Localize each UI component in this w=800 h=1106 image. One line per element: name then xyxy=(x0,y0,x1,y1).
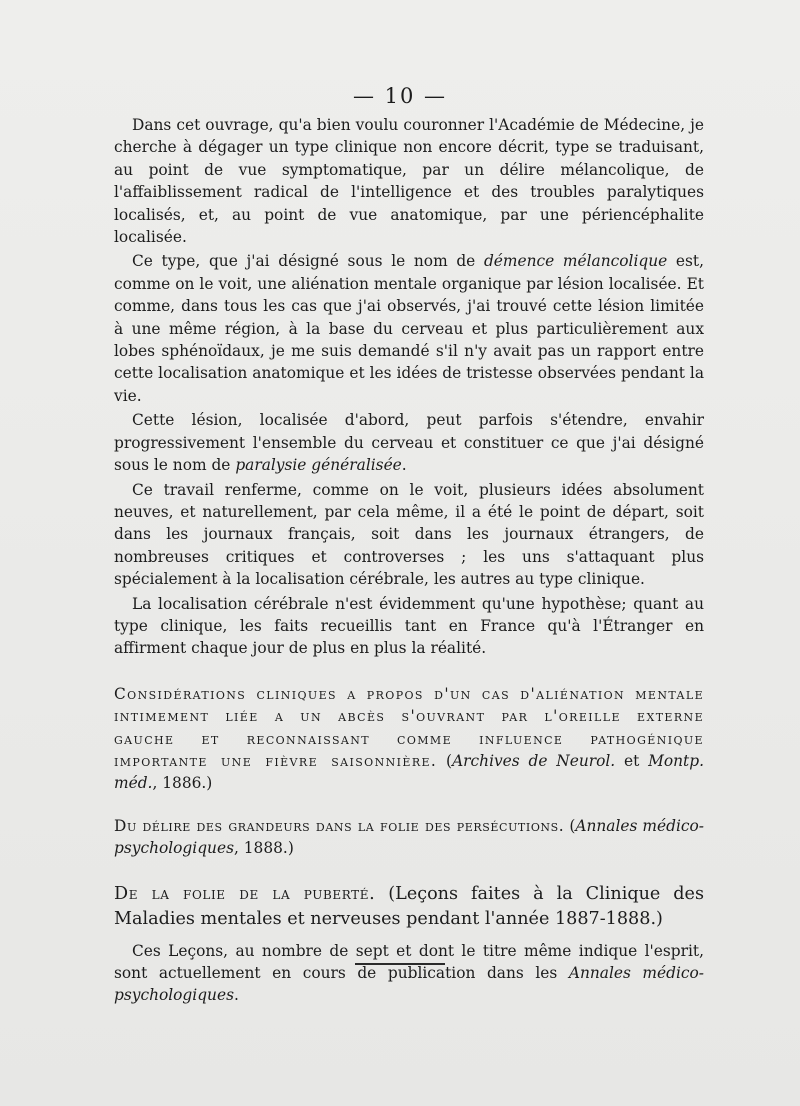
publication-1-close: , 1886.) xyxy=(152,774,213,793)
publication-3-title: De la folie de la puberté. xyxy=(114,883,376,904)
publication-1-title: Considérations cliniques a propos d'un cas d'aliénation mentale intimement liée a un abcès s'ouvrant par l'oreille externe gauche et reconnaissant comme influence pathogénique importante une fièvre saisonnière. xyxy=(114,684,704,770)
closing-rule xyxy=(355,963,445,965)
paragraph-3 xyxy=(114,409,704,476)
paragraph-4: Ce travail renferme, comme on le voit, plusieurs idées absolument neuves, et naturellement, par cela même, il a été le point de départ, soit dans les journaux français, soit dans les journaux étrangers, de nombreuses critiques et controverses ; les uns s'attaquant plus spécialement à la localisation cérébrale, les autres au type clinique. xyxy=(114,480,704,589)
paragraph-2-text-b: est, comme on le voit, une aliénation mentale organique par lésion localisée. Et comme, dans tous les cas que j'ai observés, j'ai trouvé cette lésion limitée à une même région, à la base du cerveau et plus particulièrement aux lobes sphénoïdaux, je me suis demandé s'il n'y avait pas un rapport entre cette localisation anatomique et les idées de tristesse observées pendant la vie. xyxy=(114,252,704,405)
paragraph-5: La localisation cérébrale n'est évidemment qu'une hypothèse; quant au type clinique, les faits recueillis tant en France qu'à l'Étranger en affirment chaque jour de plus en plus la réalité. xyxy=(114,594,704,658)
publication-1-journal-a: Archives de Neurol. xyxy=(452,751,616,770)
paragraph-3-text-b: . xyxy=(401,456,407,475)
publication-3-note-text-a: Ces Leçons, au nombre de sept et dont le titre même indique l'esprit, sont actuellement en cours de publication dans les xyxy=(114,941,704,982)
publication-1 xyxy=(114,683,704,795)
term-demence-melancolique: démence mélancolique xyxy=(483,252,668,271)
publication-3-note-journal: Annales médico-psychologiques xyxy=(114,964,704,1005)
publication-3-note-text-b: . xyxy=(233,986,239,1005)
publication-1-journal-b: Montp. méd. xyxy=(114,751,704,793)
publication-3 xyxy=(114,882,704,932)
publication-2-title: Du délire des grandeurs dans la folie des persécutions. xyxy=(114,816,565,835)
publication-2-journal: Annales médico-psychologiques xyxy=(114,816,704,858)
publication-1-open: ( xyxy=(437,751,453,770)
publication-2 xyxy=(114,815,704,860)
paragraph-2-text-a: Ce type, que j'ai désigné sous le nom de xyxy=(132,252,484,271)
publication-3-note xyxy=(114,940,704,1007)
page-number: — 10 — xyxy=(352,84,448,108)
paragraph-1: Dans cet ouvrage, qu'a bien voulu couronner l'Académie de Médecine, je cherche à dégager un type clinique non encore décrit, type se traduisant, au point de vue symptomatique, par un délire mélancolique, de l'affaiblissement radical de l'intelligence et des troubles paralytiques localisés, et, au point de vue anatomique, par une périencéphalite localisée. xyxy=(114,116,704,247)
publication-2-close: , 1888.) xyxy=(233,839,294,858)
publication-2-open: ( xyxy=(564,816,576,835)
paragraph-2 xyxy=(114,250,704,407)
publication-3-details: (Leçons faites à la Clinique des Maladies mentales et nerveuses pendant l'année 1887-1888.) xyxy=(114,883,704,929)
body-text xyxy=(114,114,704,1007)
paragraph-3-text-a: Cette lésion, localisée d'abord, peut parfois s'étendre, envahir progressivement l'ensemble du cerveau et constituer ce que j'ai désigné sous le nom de xyxy=(114,411,704,475)
publication-1-mid: et xyxy=(615,751,649,770)
term-paralysie-generalisee: paralysie généralisée xyxy=(235,456,402,475)
